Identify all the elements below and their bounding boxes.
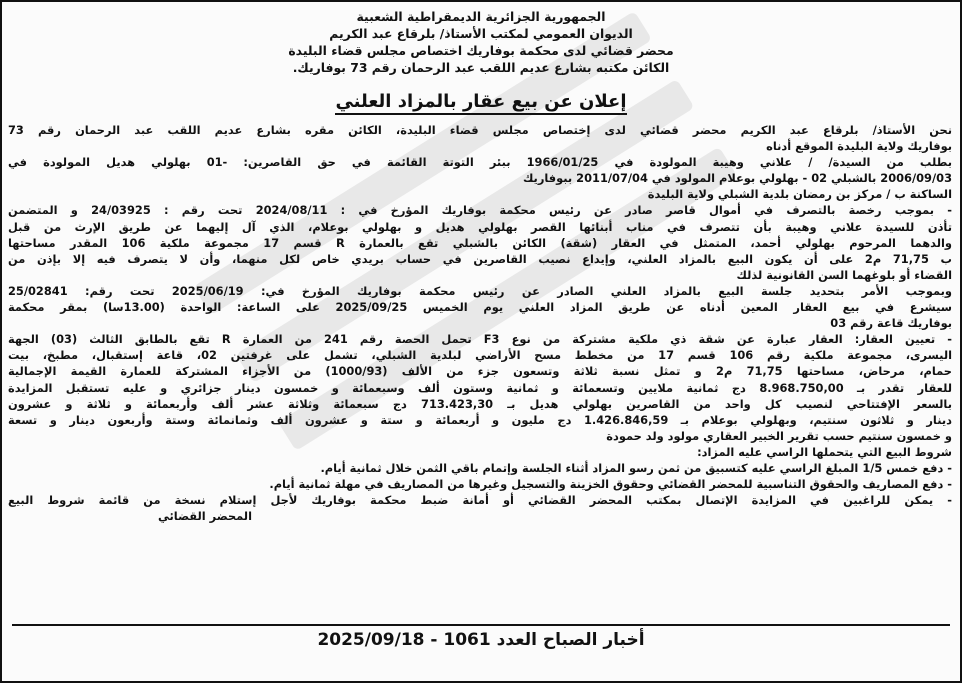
body-line: الساكنة ب / مركز بن رمضان بلدية الشبلي ولاية البليدة [647, 187, 952, 202]
header-line-address: الكائن مكتبه بشارع عديم اللقب عبد الرحمان رقم 73 بوفاريك. [292, 60, 670, 75]
announcement-body [8, 122, 954, 524]
header-line-office: الديوان العمومي لمكتب الأستاذ/ بلرقاع عبد الكريم [329, 26, 633, 41]
body-line: بوفاريك قاعة رقم 03 [830, 316, 952, 331]
footer-issue-date: أخبار الصباح العدد 1061 - 2025/09/18 [317, 630, 645, 650]
body-line: - تعيين العقار: العقار عبارة عن شقة ذي ملكية مشتركة من نوع F3 تحمل الحصة رقم 241 من العمارة R تقع بالطابق الثالث (03) الجهة [8, 332, 952, 347]
announcement-title-wrap [8, 90, 954, 114]
body-line: - دفع خمس 1/5 المبلغ الراسي عليه كتسبيق من ثمن رسو المزاد أثناء الجلسة وإتمام باقي الثمن خلال ثمانية أيام. [320, 460, 952, 475]
body-line: تأذن للسيدة علاني وهيبة بأن تتصرف في مناب أبنائها القصر بهلولي هديل و بهلولي بوعلام، الذي آل إليهما عن طريق الإرث من قبل [8, 219, 952, 234]
body-line: و خمسون سنتيم حسب تقرير الخبير العقاري مولود ولد حمودة [606, 428, 952, 443]
body-line: بوفاريك ولاية البليدة الموقع أدناه [766, 139, 952, 154]
body-line: - بموجب رخصة بالتصرف في أموال قاصر صادر عن رئيس محكمة بوفاريك المؤرخ في : 2024/08/11 تحت رقم : 24/03925 و المتضمن [8, 203, 952, 218]
body-line: 2006/09/03 بالشبلي 02 - بهلولي بوعلام المولود في 2011/07/04 ببوفاريك [522, 171, 952, 186]
body-line: سيشرع في بيع العقار المعين أدناه عن طريق المزاد العلني يوم الخميس 2025/09/25 على الساعة: الواحدة (13.00سا) بمقر محكمة [8, 300, 952, 315]
newspaper-footer [2, 628, 960, 652]
body-line: حمام، مرحاض، مساحتها 71,75 م2 و تمثل نسبة ثلاثة وتسعون جزء من الألف (1000/93) من الأجزاء المشتركة للعمارة القيمة الإجمالية [8, 364, 952, 379]
body-line: بطلب من السيدة/ / علاني وهيبة المولودة في 1966/01/25 ببئر التوتة القائمة في حق القاصرين: -01 بهلولي هديل المولودة في [8, 155, 952, 170]
body-line: وبموجب الأمر بتحديد جلسة البيع بالمزاد العلني الصادر عن رئيس محكمة بوفاريك المؤرخ في: 2025/06/19 تحت رقم: 25/02841 [8, 283, 952, 298]
body-line: نحن الأستاذ/ بلرقاع عبد الكريم محضر قضائي لدى إختصاص مجلس قضاء البليدة، الكائن مقره بشارع عديم اللقب عبد الرحمان رقم 73 [8, 123, 952, 137]
body-line: - يمكن للراغبين في المزايدة الإتصال بمكتب المحضر القضائي أو أمانة ضبط محكمة بوفاريك لأجل إستلام نسخة من قائمة شروط البيع [8, 493, 952, 508]
body-line: دينار و ثلاثون سنتيم، وبهلولي بوعلام بـ 1.426.846,59 دج مليون و أربعمائة و ستة و عشرون ألف وثمانمائة وستة وأربعون دينار و تسعة [8, 412, 952, 427]
body-line: القضاء أو بلوغهما السن القانونية لذلك [736, 267, 952, 282]
body-line: بالسعر الإفتتاحي لنصيب كل واحد من القاصرين بهلولي هديل بـ 713.423,30 دج سبعمائة وثلاثة عشر ألف وأربعمائة و ثلاثة و عشرون [8, 396, 952, 411]
announcement-title: إعلان عن بيع عقار بالمزاد العلني [335, 91, 626, 115]
announcement-document [8, 8, 954, 524]
header-line-bailiff: محضر قضائي لدى محكمة بوفاريك اختصاص مجلس قضاء البليدة [288, 43, 674, 58]
document-header [8, 8, 954, 76]
footer-divider [12, 624, 950, 626]
body-line: والدهما المرحوم بهلولي أحمد، المتمثل في العقار (شقة) الكائن بالشبلي تقع بالعمارة R قسم 17 مجموعة ملكية 106 المقدر مساحتها [8, 235, 952, 250]
body-line: اليسرى، مجموعة ملكية رقم 106 قسم 17 من مخطط مسح الأراضي لبلدية الشبلي، تشمل على غرفتين 02، قاعة إستقبال، مطبخ، بيت [8, 348, 952, 363]
sale-conditions-heading: شروط البيع التي يتحملها الراسي عليه المزاد: [697, 444, 952, 459]
signature: المحضر القضائي [158, 509, 252, 524]
body-line: ب 71,75 م2 على أن يكون البيع بالمزاد العلني، وإيداع نصيب القاصرين في حساب بريدي خاص لكل منهما، وأن لا يتصرف فيه إلا بإذن من [8, 251, 952, 266]
header-line-republic: الجمهورية الجزائرية الديمقراطية الشعبية [356, 9, 606, 24]
body-line: - دفع المصاريف والحقوق التناسبية للمحضر القضائي وحقوق الخزينة والتسجيل وغيرها من المصاريف في مهلة ثمانية أيام. [269, 477, 952, 492]
body-line: للعقار تقدر بـ 8.968.750,00 دج ثمانية ملايين وتسعمائة و ثمانية وستون ألف وسبعمائة و خمسون دينار جزائري و عليه تستقبل المزايدة [8, 380, 952, 395]
